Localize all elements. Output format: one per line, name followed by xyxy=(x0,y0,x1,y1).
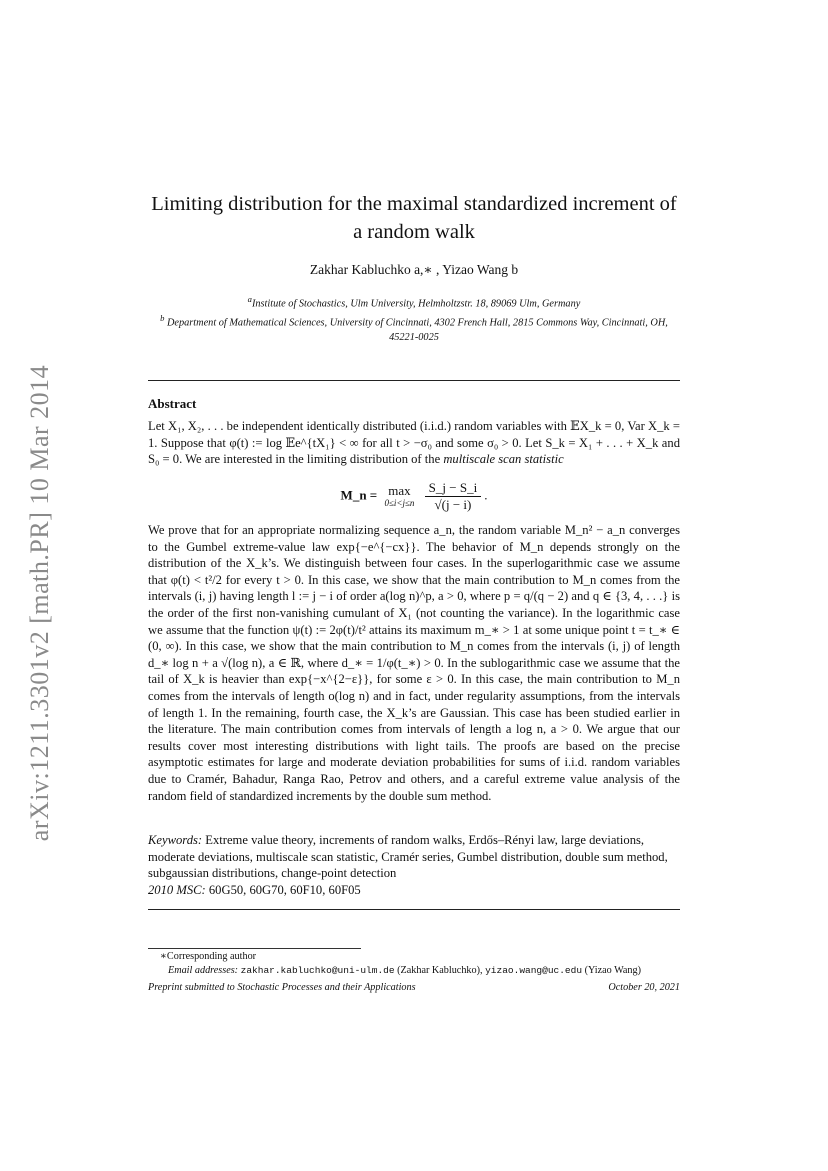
affiliations xyxy=(148,292,680,345)
keywords-block xyxy=(148,832,680,898)
formula-fraction xyxy=(425,480,482,513)
affiliation-b: $^b$ Department of Mathematical Sciences, University of Cincinnati, 4302 French Hall, 2815 Commons Way, Cincinnati, OH, 45221-0025 xyxy=(160,313,668,343)
footnote-emails: Email addresses: zakhar.kabluchko@uni-ulm.de (Zakhar Kabluchko), yizao.wang@uc.edu (Yizao Wang) xyxy=(168,965,641,976)
abstract-intro-emphasis: multiscale scan statistic xyxy=(443,452,564,467)
author-line: Zakhar Kabluchko a,∗ , Yizao Wang b xyxy=(309,262,519,277)
paper-title: Limiting distribution for the maximal standardized increment of a random walk xyxy=(151,193,677,243)
msc-label: 2010 MSC: xyxy=(148,882,206,897)
bottom-rule xyxy=(148,909,680,910)
footnote-rule xyxy=(148,948,361,949)
formula-numerator: S_j − S_i xyxy=(425,480,482,497)
footnote-corresponding: ∗Corresponding author xyxy=(160,951,257,962)
preprint-note: Preprint submitted to Stochastic Processes and their Applications xyxy=(148,982,416,993)
arxiv-side-stamp: arXiv:1211.3301v2 [math.PR] 10 Mar 2014 xyxy=(25,364,54,842)
formula-lhs: M_n = xyxy=(340,487,378,503)
preprint-date: October 20, 2021 xyxy=(608,982,680,993)
affiliation-a: $^a$Institute of Stochastics, Ulm University, Helmholtzstr. 18, 89069 Ulm, Germany xyxy=(247,294,581,310)
keywords-text: Extreme value theory, increments of random walks, Erdős–Rényi law, large deviations, moderate deviations, multiscale scan statistic, Cramér series, Gumbel distribution, double sum method, subgaussian distributions, change-point detection xyxy=(148,833,668,881)
scan-statistic-formula: M_n = max 0≤i<j≤n $\frac{S\_j - S\_i}{√(j - i)}$ . xyxy=(340,480,488,512)
abstract-intro-text: Let X₁, X₂, . . . be independent identically distributed (i.i.d.) random variables with 𝔼X_k = 0, Var X_k = 1. Suppose that φ(t) := log 𝔼e^{tX₁} < ∞ for all t > −σ₀ and some σ₀ > 0. Let S_k = X₁ + . . . + X_k and S₀ = 0. We are interested in the limiting distribution of the xyxy=(148,419,680,467)
keywords-label: Keywords: xyxy=(148,833,203,847)
email-link-kabluchko[interactable]: zakhar.kabluchko@uni-ulm.de xyxy=(240,965,395,976)
abstract-heading: Abstract xyxy=(148,396,197,411)
formula-max-operator: max 0≤i<j≤n xyxy=(384,482,415,508)
email-link-wang[interactable]: yizao.wang@uc.edu xyxy=(485,965,583,976)
abstract-intro xyxy=(148,418,680,468)
msc-text: 60G50, 60G70, 60F10, 60F05 xyxy=(208,882,361,897)
formula-denominator: √(j − i) xyxy=(434,497,472,512)
top-rule xyxy=(148,380,680,381)
abstract-body: We prove that for an appropriate normalizing sequence a_n, the random variable M_n² − a_n converges to the Gumbel extreme-value law exp{−e^{−cx}}. The behavior of M_n depends strongly on the distribution of the X_k’s. We distinguish between four cases. In the superlogarithmic case we assume that φ(t) < t²/2 for every t > 0. In this case, we show that the main contribution to M_n comes from the intervals (i, j) having length l := j − i of order a(log n)^p, a > 0, where p = q/(q − 2) and q ∈ {3, 4, . . .} is the order of the first non-vanishing cumulant of X₁ (not counting the variance). In the logarithmic case we assume that the function ψ(t) := 2φ(t)/t² attains its maximum m_∗ > 1 at some unique point t = t_∗ ∈ (0, ∞). In this case, we show that the main contribution to M_n comes from the intervals (i, j) of length d_∗ log n + a √(log n), a ∈ ℝ, where d_∗ = 1/φ(t_∗) > 0. In the sublogarithmic case we assume that the tail of X_k is heavier than exp{−x^{2−ε}}, for some ε > 0. In this case, the main contribution to M_n comes from the intervals of length o(log n) and in fact, under regularity assumptions, from the intervals of length 1. In the remaining, fourth case, the X_k’s are Gaussian. This case has been studied earlier in the literature. The main contribution comes from intervals of length a log n, a > 0. We argue that our results cover most interesting distributions with light tails. The proofs are based on the precise asymptotic estimates for large and moderate deviation probabilities for sums of i.i.d. random variables due to Cramér, Bahadur, Ranga Rao, Petrov and others, and a careful extreme value analysis of the random field of standardized increments by the double sum method. xyxy=(148,523,680,803)
